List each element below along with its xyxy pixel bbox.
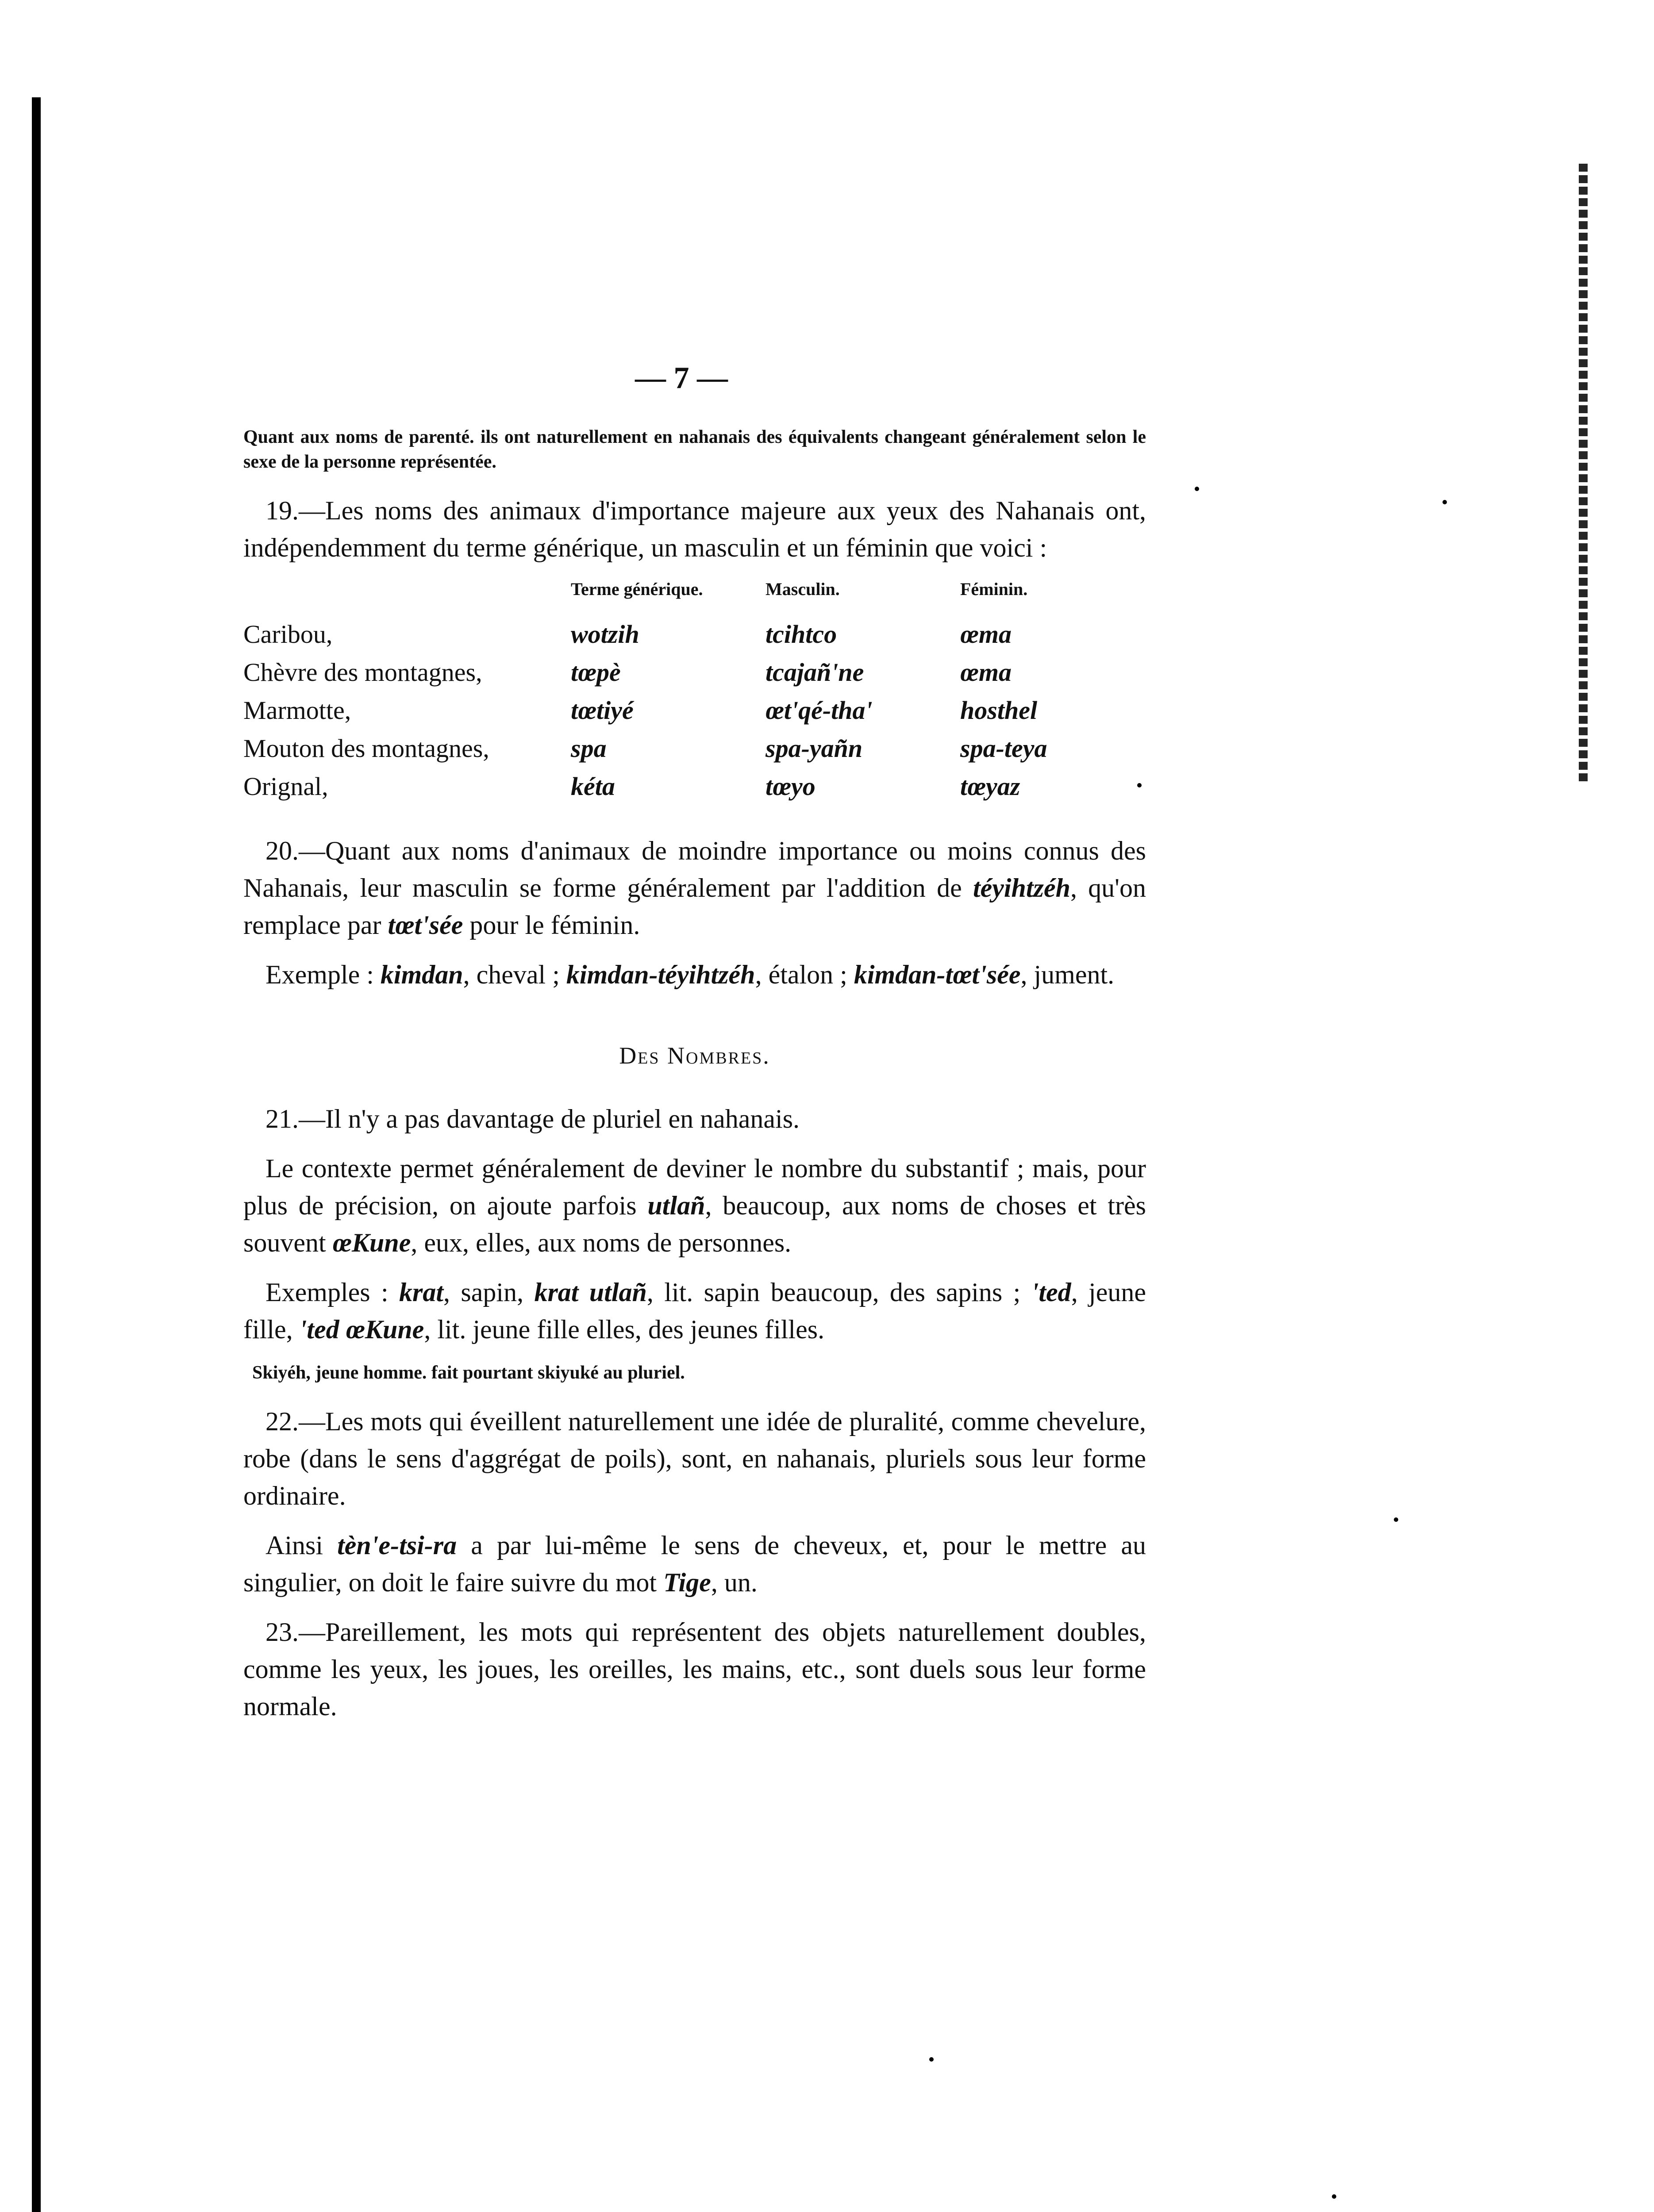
example-gloss: , lit. sapin beaucoup, des sapins ;: [646, 1278, 1031, 1307]
animal-name: Chèvre des montagnes,: [243, 658, 482, 687]
example-label: Exemple :: [265, 960, 381, 989]
feminine-term: tœyaz: [960, 772, 1020, 801]
example-term: krat: [399, 1278, 444, 1307]
section-heading: Des Nombres.: [619, 1042, 770, 1069]
table-row: [243, 691, 1146, 730]
example-term: kimdan-téyihtzéh: [566, 960, 755, 989]
table-row: [243, 653, 1146, 691]
generic-term: tœpè: [571, 658, 621, 687]
example-gloss: , lit. jeune fille elles, des jeunes filles.: [424, 1315, 825, 1344]
scan-speck: [1195, 487, 1199, 491]
animal-gender-table: [243, 579, 1146, 806]
scan-speck: [929, 2057, 934, 2062]
paragraph-22-example: [243, 1527, 1146, 1601]
example-gloss: , étalon ;: [755, 960, 854, 989]
animal-name: Caribou,: [243, 620, 333, 649]
scan-speck: [1442, 500, 1447, 504]
example-gloss: , sapin,: [443, 1278, 535, 1307]
table-header-feminine: Féminin.: [960, 579, 1028, 599]
page-number: — 7 —: [635, 361, 728, 395]
para20-tail: pour le féminin.: [463, 910, 640, 940]
generic-term: tœtiyé: [571, 696, 634, 725]
examples-21: [243, 1274, 1146, 1348]
example-term: 'ted: [1031, 1278, 1071, 1307]
masculine-term: tœyo: [765, 772, 815, 801]
paragraph-21-context: [243, 1150, 1146, 1261]
paragraph-20: [243, 832, 1146, 944]
para21b-term-many: utlañ: [647, 1191, 705, 1220]
table-row: [243, 768, 1146, 806]
example-gloss: , jument.: [1020, 960, 1115, 989]
plural-note: Skiyéh, jeune homme. fait pourtant skiyuké au pluriel.: [252, 1363, 685, 1383]
para22b-term-hair: tèn'e-tsi-ra: [337, 1531, 457, 1560]
generic-term: spa: [571, 734, 607, 763]
example-gloss: , cheval ;: [463, 960, 566, 989]
feminine-term: hosthel: [960, 696, 1038, 725]
paragraph-23: 23.—Pareillement, les mots qui représentent des objets naturellement doubles, comme les yeux, les joues, les oreilles, les mains, etc., sont duels sous leur forme normale.: [243, 1617, 1146, 1721]
para22b-lead: Ainsi: [265, 1531, 338, 1560]
scan-speck: [1332, 2194, 1336, 2199]
example-term: kimdan-tœt'sée: [854, 960, 1021, 989]
table-row: [243, 615, 1146, 653]
para22b-tail: , un.: [711, 1568, 758, 1597]
masculine-term: tcajañ'ne: [765, 658, 864, 687]
para21b-lead: Le contexte permet généralement de deviner le nombre du substantif ; mais, pour plus de précision, on ajoute parfois: [243, 1154, 1146, 1220]
feminine-term: œma: [960, 620, 1012, 649]
para22b-mid: a par lui-même le sens de cheveux, et, pour le mettre au singulier, on doit le faire suivre du mot: [243, 1531, 1146, 1597]
animal-name: Orignal,: [243, 772, 328, 801]
paragraph-21: 21.—Il n'y a pas davantage de pluriel en nahanais.: [265, 1104, 800, 1133]
kinship-note: Quant aux noms de parenté. ils ont naturellement en nahanais des équivalents changeant généralement selon le sexe de la personne représentée.: [243, 427, 1146, 472]
example-gloss: , jeune fille,: [243, 1278, 1146, 1344]
scan-edge-right: [1579, 164, 1588, 783]
para20-lead: 20.—Quant aux noms d'animaux de moindre importance ou moins connus des Nahanais, leur masculin se forme généralement par l'addition de: [243, 836, 1146, 902]
example-20: [243, 956, 1146, 993]
scan-speck: [1394, 1517, 1398, 1522]
text-block: [243, 425, 1146, 1737]
table-row: [243, 730, 1146, 768]
masculine-term: spa-yañn: [765, 734, 863, 763]
para21b-tail: , eux, elles, aux noms de personnes.: [411, 1228, 792, 1257]
table-header-animal: [243, 579, 571, 615]
generic-term: kéta: [571, 772, 615, 801]
feminine-term: œma: [960, 658, 1012, 687]
table-header-row: [243, 579, 1146, 615]
animal-name: Mouton des montagnes,: [243, 734, 489, 763]
masculine-term: tcihtco: [765, 620, 837, 649]
feminine-term: spa-teya: [960, 734, 1047, 763]
para22b-term-one: Tige: [663, 1568, 711, 1597]
paragraph-22: 22.—Les mots qui éveillent naturellement une idée de pluralité, comme chevelure, robe (dans le sens d'aggrégat de poils), sont, en nahanais, pluriels sous leur forme ordinaire.: [243, 1407, 1146, 1510]
example-term: krat utlañ: [534, 1278, 647, 1307]
para20-term-masculine: téyihtzéh: [973, 873, 1070, 902]
example-term: kimdan: [380, 960, 463, 989]
animal-name: Marmotte,: [243, 696, 351, 725]
para20-term-feminine: tœt'sée: [388, 910, 463, 940]
masculine-term: œt'qé-tha': [765, 696, 873, 725]
para20-mid: , qu'on remplace par: [243, 873, 1146, 940]
table-header-masculine: Masculin.: [765, 579, 840, 599]
generic-term: wotzih: [571, 620, 639, 649]
example-term: 'ted œKune: [299, 1315, 424, 1344]
scan-edge-left: [32, 97, 41, 2212]
table-header-generic: Terme générique.: [571, 579, 703, 599]
example-label: Exemples :: [265, 1278, 400, 1307]
paragraph-19: 19.—Les noms des animaux d'importance majeure aux yeux des Nahanais ont, indépendemment du terme générique, un masculin et un féminin que voici :: [243, 496, 1146, 562]
para21b-term-they: œKune: [332, 1228, 411, 1257]
para21b-mid: , beaucoup, aux noms de choses et très souvent: [243, 1191, 1146, 1257]
